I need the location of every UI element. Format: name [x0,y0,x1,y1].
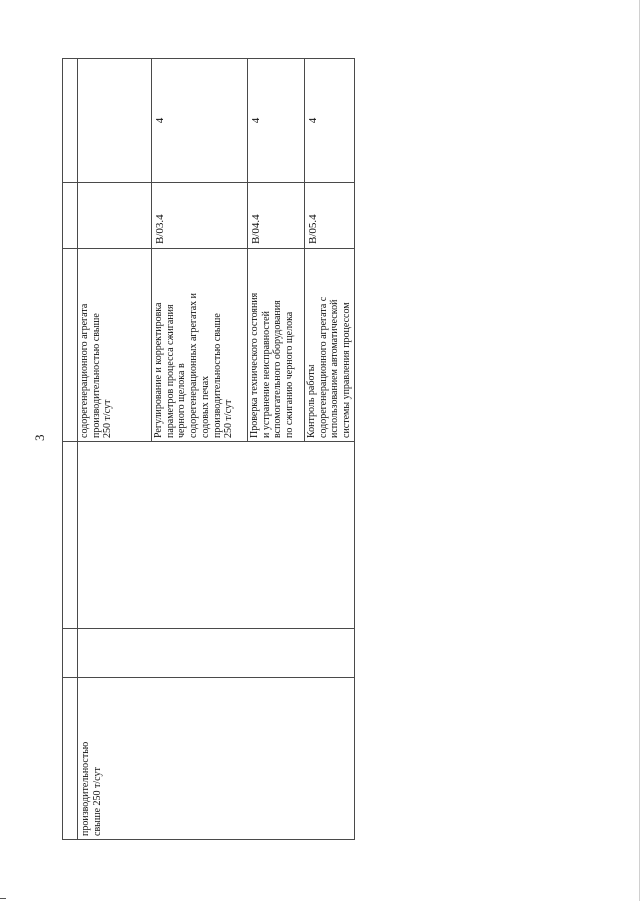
cell-level [63,59,78,183]
cell-group-title [63,678,78,840]
cell-name [63,249,78,442]
cell-level [78,59,152,183]
cell-code [78,183,152,249]
row-name: Регулирование и корректировка параметров процесса сжигания черного щелока в содорегенерационных агрегатах и содовых печах производительностью свыше 250 т/сут [153,293,235,438]
cell-name [305,249,355,442]
cell-name [152,249,248,442]
row-name: Контроль работы содорегенерационного агрегата с использованием автоматической системы управления процессом [306,296,353,438]
row-level: 4 [250,117,262,124]
row-code: B/03.4 [154,214,166,244]
row-level: 4 [154,117,166,124]
scan-bottom-mark [0,898,6,899]
table-row [63,59,78,840]
cell-left-empty [63,442,78,629]
row-name: содорегенерационного агрегата производительностью свыше 250 т/сут [79,303,114,438]
cell-name [248,249,305,442]
row-code: B/05.4 [307,214,319,244]
cell-level [152,59,248,183]
row-code [78,183,84,248]
cell-level [248,59,305,183]
cell-code [63,183,78,249]
cell-name [78,249,152,442]
cell-left-spacer [63,629,78,678]
cell-left-spacer [78,629,355,678]
cell-level [305,59,355,183]
cell-left-empty [78,442,355,629]
row-name: Проверка технического состояния и устранение неисправностей вспомогательного оборудования по сжиганию черного щелока [249,292,296,438]
cell-code [248,183,305,249]
left-block-text: производительностью свыше 250 т/сут [80,741,103,836]
row-code: B/04.4 [250,214,262,244]
table-row [78,59,152,840]
cell-code [305,183,355,249]
page-number: 3 [32,434,47,441]
competency-table [62,58,355,840]
cell-left-block [78,678,355,840]
row-level [78,59,81,182]
row-level: 4 [307,117,319,124]
cell-code [152,183,248,249]
